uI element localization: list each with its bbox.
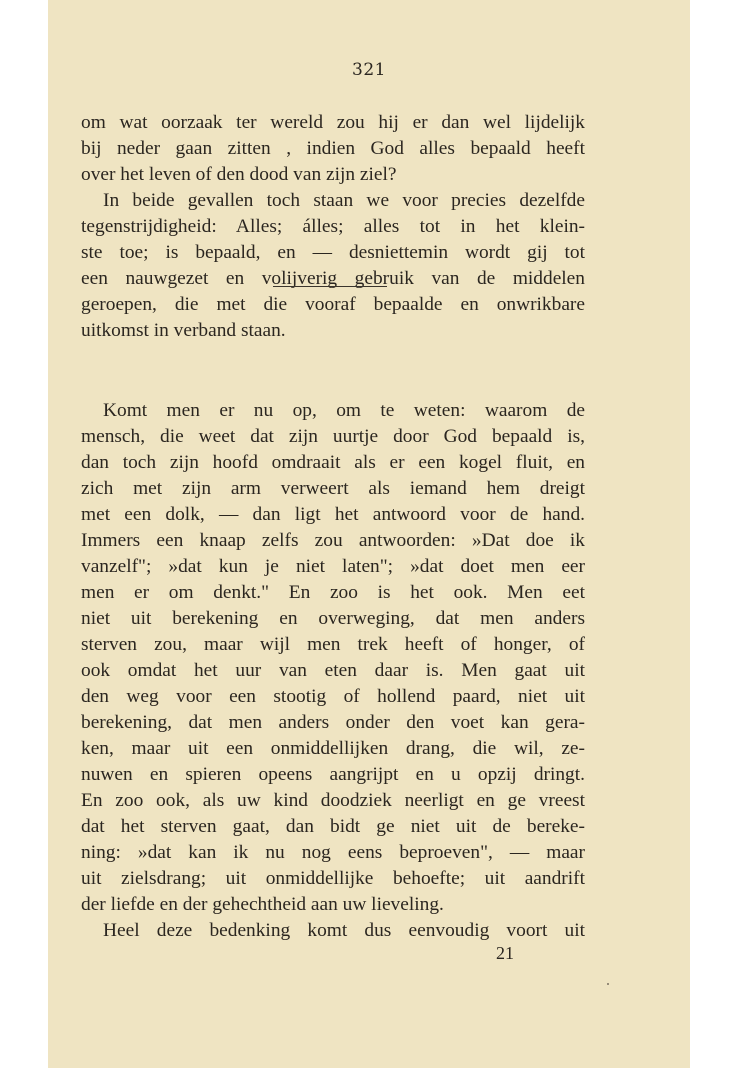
text-line: zich met zijn arm verweert als iemand hem dreigt <box>81 478 585 499</box>
text-line: niet uit berekening en overweging, dat men anders <box>81 608 585 629</box>
text-line: over het leven of den dood van zijn ziel? <box>81 164 397 185</box>
text-line: bij neder gaan zitten , indien God alles bepaald heeft <box>81 138 585 159</box>
text-line: met een dolk, — dan ligt het antwoord voor de hand. <box>81 504 585 525</box>
text-line: uit zielsdrang; uit onmiddellijke behoefte; uit aandrift <box>81 868 585 889</box>
text-line: een nauwgezet en volijverig gebruik van de middelen <box>81 268 585 289</box>
text-line: ook omdat het uur van eten daar is. Men gaat uit <box>81 660 585 681</box>
text-line: ning: »dat kan ik nu nog eens beproeven", — maar <box>81 842 585 863</box>
text-line: berekening, dat men anders onder den voet kan gera- <box>81 712 585 733</box>
text-line: Heel deze bedenking komt dus eenvoudig voort uit <box>103 920 585 941</box>
text-line: ken, maar uit een onmiddellijken drang, die wil, ze- <box>81 738 585 759</box>
text-line: geroepen, die met die vooraf bepaalde en onwrikbare <box>81 294 585 315</box>
text-line: sterven zou, maar wijl men trek heeft of honger, of <box>81 634 585 655</box>
paragraph-1 <box>81 110 585 188</box>
text-line: Immers een knaap zelfs zou antwoorden: »Dat doe ik <box>81 530 585 551</box>
text-line: tegenstrijdigheid: Alles; álles; alles tot in het klein- <box>81 216 585 237</box>
section-divider <box>273 286 387 287</box>
text-line: men er om denkt." En zoo is het ook. Men eet <box>81 582 585 603</box>
text-line: uitkomst in verband staan. <box>81 320 286 341</box>
text-line: vanzelf"; »dat kun je niet laten"; »dat doet men eer <box>81 556 585 577</box>
text-line: ste toe; is bepaald, en — desniettemin wordt gij tot <box>81 242 585 263</box>
paragraph-2 <box>81 188 585 344</box>
text-line: der liefde en der gehechtheid aan uw lieveling. <box>81 894 444 915</box>
book-page <box>48 0 690 1068</box>
paper-speck <box>607 983 609 985</box>
text-line: dat het sterven gaat, dan bidt ge niet uit de bereke- <box>81 816 585 837</box>
paragraph-4 <box>81 918 585 944</box>
text-line: om wat oorzaak ter wereld zou hij er dan wel lijdelijk <box>81 112 585 133</box>
signature-mark: 21 <box>496 943 514 963</box>
text-line: dan toch zijn hoofd omdraait als er een kogel fluit, en <box>81 452 585 473</box>
text-line: Komt men er nu op, om te weten: waarom de <box>103 400 585 421</box>
text-line: den weg voor een stootig of hollend paard, niet uit <box>81 686 585 707</box>
text-line: In beide gevallen toch staan we voor precies dezelfde <box>103 190 585 211</box>
text-line: En zoo ook, als uw kind doodziek neerligt en ge vreest <box>81 790 585 811</box>
page-number: 321 <box>352 60 386 80</box>
text-line: nuwen en spieren opeens aangrijpt en u opzij dringt. <box>81 764 585 785</box>
text-line: mensch, die weet dat zijn uurtje door God bepaald is, <box>81 426 585 447</box>
paragraph-3 <box>81 398 585 918</box>
